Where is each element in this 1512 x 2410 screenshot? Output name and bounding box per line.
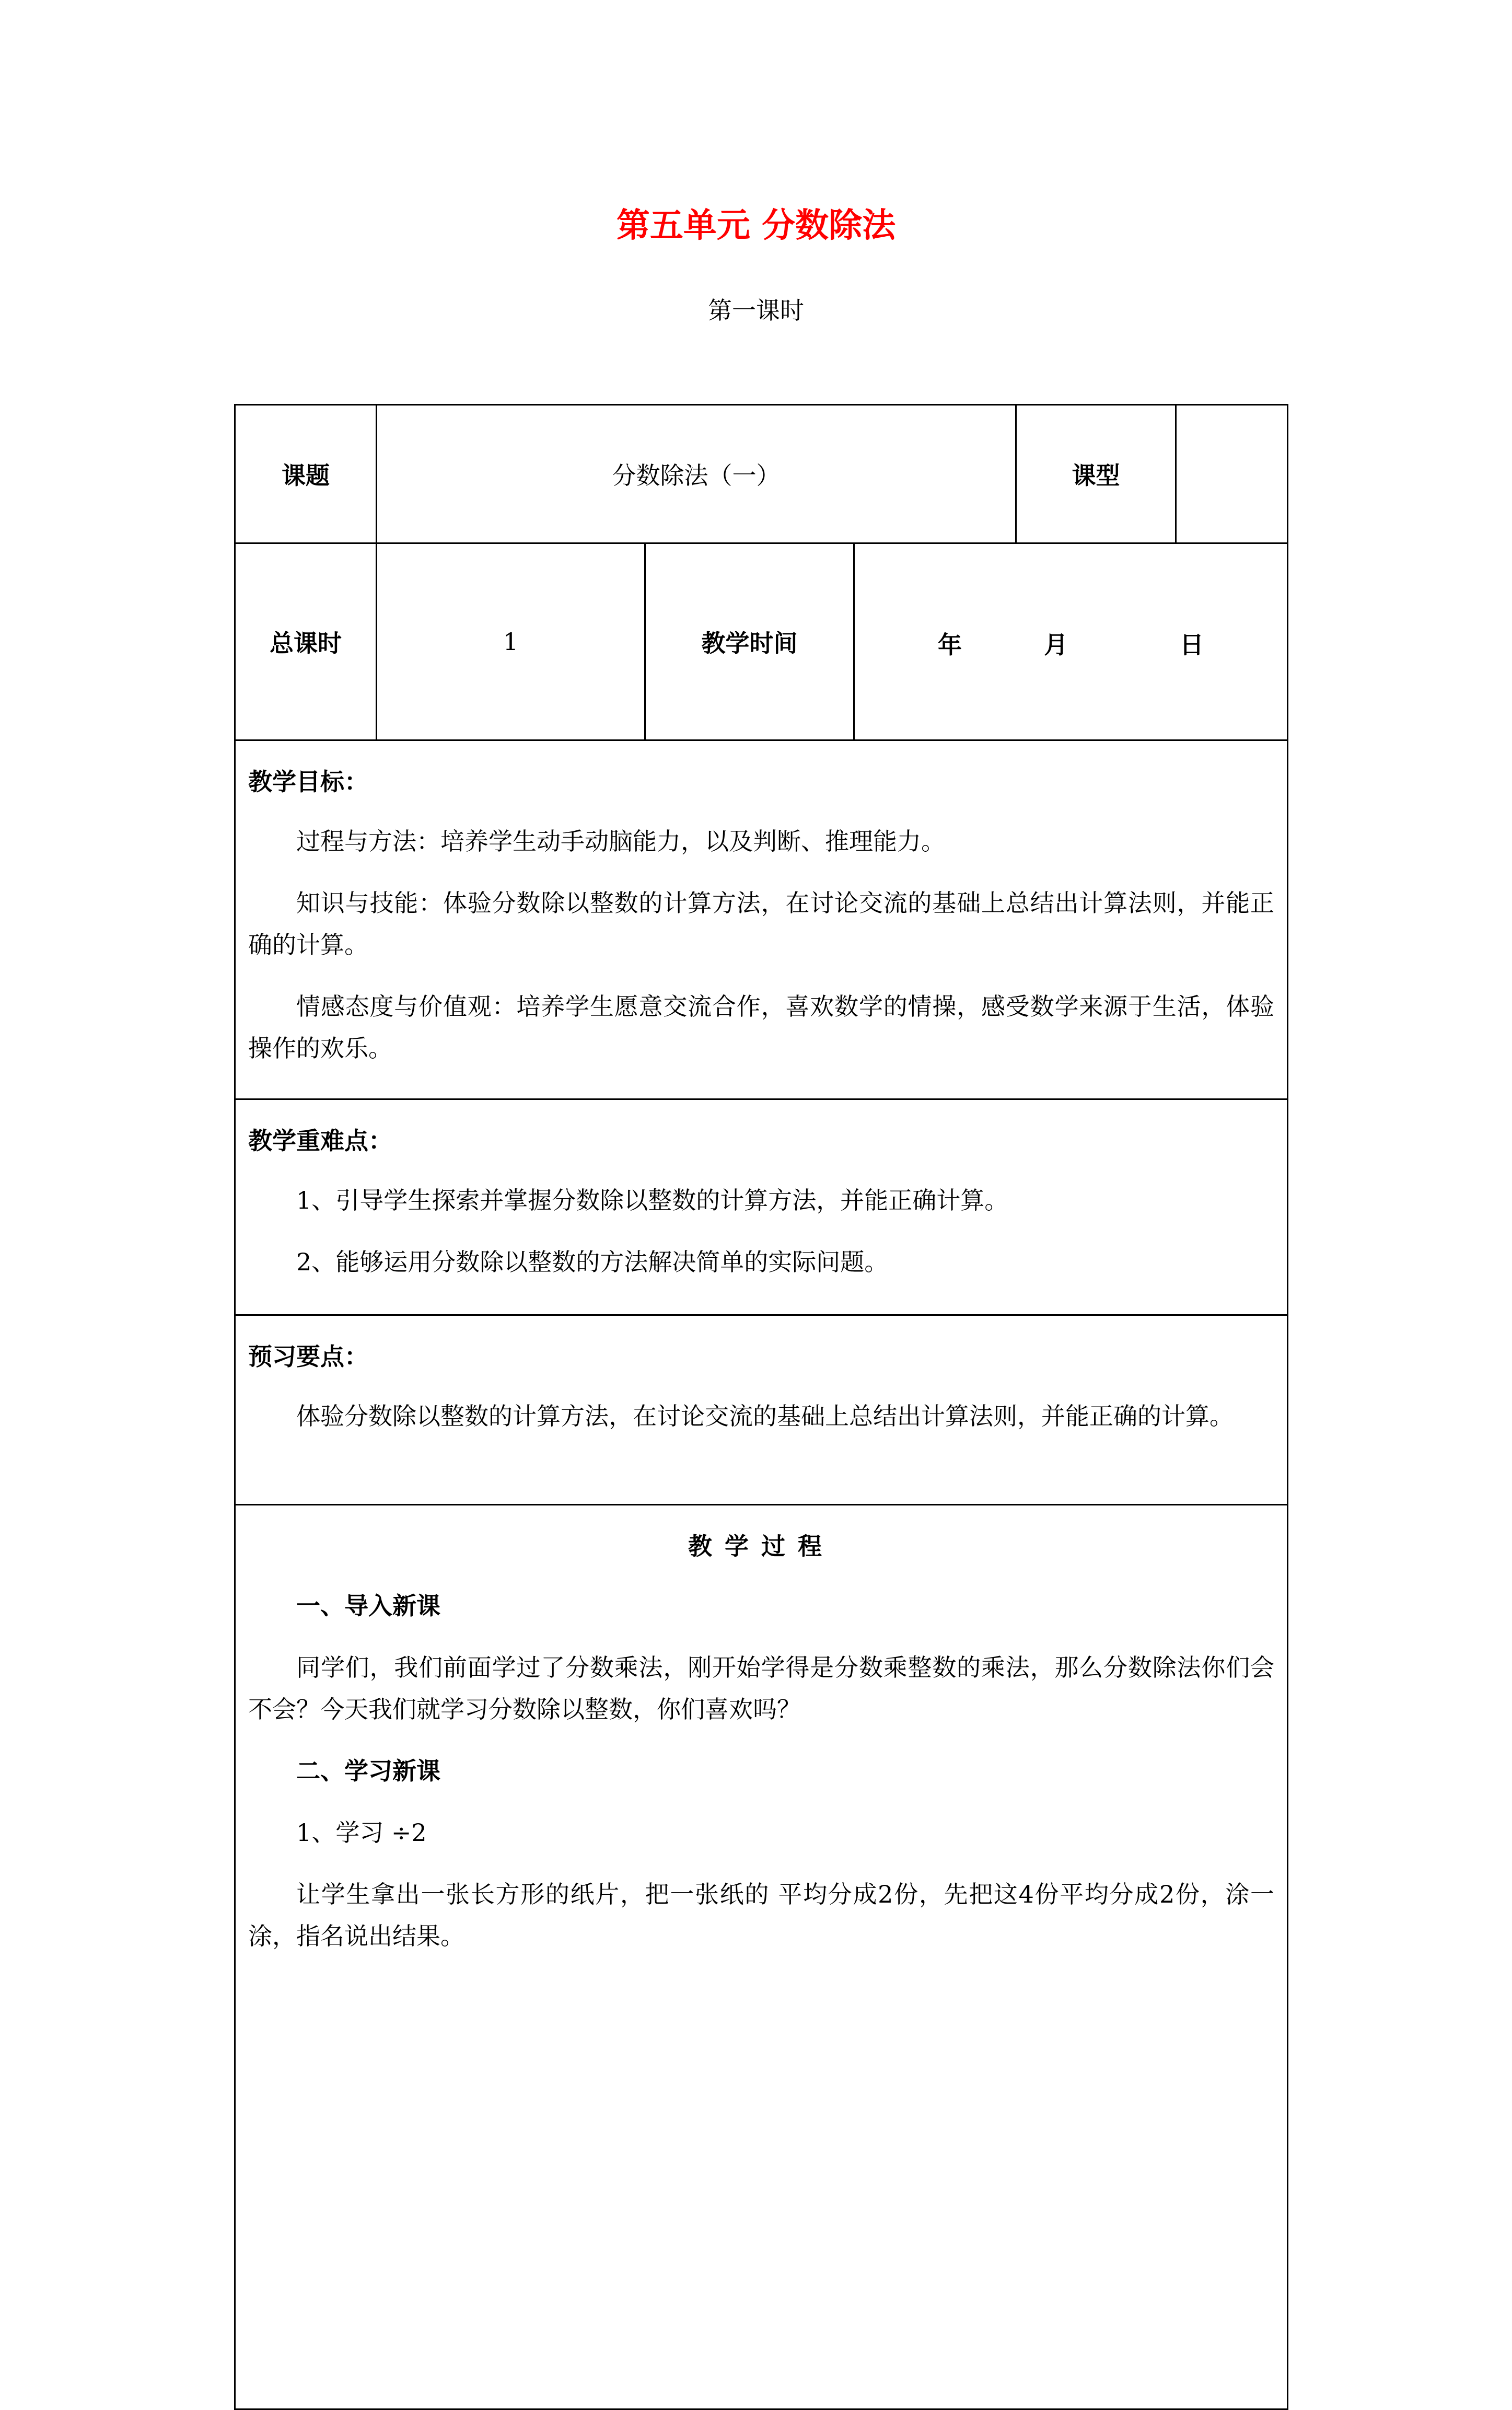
- total-hours-label: 总课时: [235, 543, 377, 740]
- intro-text: 同学们，我们前面学过了分数乘法，刚开始学得是分数乘整数的乘法，那么分数除法你们会不会？今天我们就学习分数除以整数，你们喜欢吗？: [248, 1653, 1275, 1723]
- section-heading-intro: 一、导入新课: [296, 1592, 440, 1620]
- key-points-row: [235, 1099, 1288, 1315]
- teaching-date: [854, 543, 1288, 740]
- lesson-plan-table: [234, 404, 1288, 2410]
- type-label: 课型: [1016, 405, 1176, 543]
- objectives-row: [235, 740, 1288, 1099]
- objectives-heading: 教学目标：: [248, 768, 368, 796]
- date-day-label: 日: [1180, 631, 1204, 659]
- schedule-row: [235, 543, 1288, 740]
- objective-process: 过程与方法：培养学生动手动脑能力，以及判断、推理能力。: [296, 827, 945, 855]
- process-cell: [235, 1505, 1288, 2409]
- preview-row: [235, 1315, 1288, 1505]
- process-title: 教学过程: [688, 1532, 834, 1560]
- page-subtitle: 第一课时: [708, 296, 804, 325]
- process-row: [235, 1505, 1288, 2409]
- date-month-label: 月: [1044, 631, 1068, 659]
- topic-row: [235, 405, 1288, 543]
- preview-cell: [235, 1315, 1288, 1505]
- objective-emotion: 情感态度与价值观：培养学生愿意交流合作，喜欢数学的情操，感受数学来源于生活，体验操作的欢乐。: [248, 992, 1275, 1062]
- key-point-item: 1、引导学生探索并掌握分数除以整数的计算方法，并能正确计算。: [296, 1186, 1009, 1214]
- step-text: 让学生拿出一张长方形的纸片，把一张纸的 平均分成2份，先把这4份平均分成2份，涂一涂，指名说出结果。: [248, 1880, 1275, 1950]
- objective-knowledge: 知识与技能：体验分数除以整数的计算方法，在讨论交流的基础上总结出计算法则，并能正确的计算。: [248, 889, 1275, 959]
- date-year-label: 年: [938, 631, 962, 659]
- key-point-item: 2、能够运用分数除以整数的方法解决简单的实际问题。: [296, 1248, 889, 1276]
- type-value: [1176, 405, 1288, 543]
- objectives-cell: [235, 740, 1288, 1099]
- total-hours-value: 1: [377, 543, 645, 740]
- key-points-heading: 教学重难点：: [248, 1127, 392, 1155]
- topic-value: 分数除法（一）: [377, 405, 1016, 543]
- topic-label: 课题: [235, 405, 377, 543]
- preview-heading: 预习要点：: [248, 1342, 368, 1371]
- section-heading-new-lesson: 二、学习新课: [296, 1757, 440, 1785]
- preview-text: 体验分数除以整数的计算方法，在讨论交流的基础上总结出计算法则，并能正确的计算。: [296, 1402, 1234, 1430]
- key-points-cell: [235, 1099, 1288, 1315]
- step-heading: 1、学习 ÷2: [296, 1818, 427, 1847]
- page-title: 第五单元 分数除法: [616, 206, 896, 245]
- teaching-time-label: 教学时间: [645, 543, 854, 740]
